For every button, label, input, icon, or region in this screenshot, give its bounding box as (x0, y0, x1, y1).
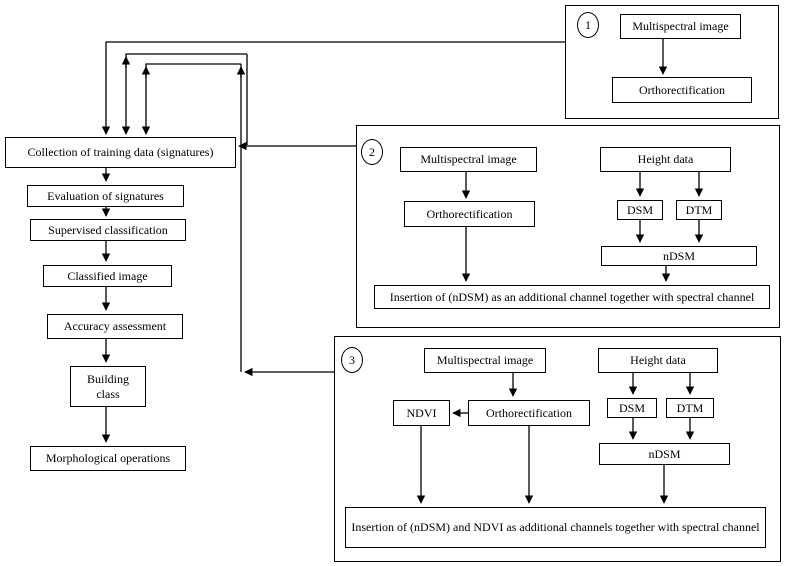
arrow-s1-to-collection (106, 42, 565, 134)
s3-insertion-box: Insertion of (nDSM) and NDVI as additional channels together with spectral channel (345, 507, 766, 548)
s3-height-data-box: Height data (598, 348, 718, 373)
arrow-s2-to-collection (126, 54, 247, 134)
s1-multispectral-image-box: Multispectral image (620, 14, 741, 39)
scenario2-number-badge: 2 (361, 139, 383, 165)
s2-height-data-box: Height data (600, 147, 731, 172)
s1-orthorectification-box: Orthorectification (612, 77, 752, 103)
arrow-s3-to-collection (146, 64, 241, 134)
s2-multispectral-image-box: Multispectral image (400, 147, 537, 172)
s2-dsm-box: DSM (617, 200, 663, 220)
s2-orthorectification-box: Orthorectification (404, 201, 535, 227)
collection-training-data-box: Collection of training data (signatures) (5, 137, 236, 168)
morphological-operations-box: Morphological operations (30, 446, 186, 471)
supervised-classification-box: Supervised classification (30, 219, 186, 241)
s2-ndsm-box: nDSM (601, 246, 757, 266)
s3-ndsm-box: nDSM (599, 443, 730, 465)
s3-orthorectification-box: Orthorectification (468, 400, 590, 426)
scenario3-number-badge: 3 (341, 347, 363, 373)
classified-image-box: Classified image (43, 265, 172, 287)
evaluation-signatures-box: Evaluation of signatures (27, 185, 184, 207)
scenario1-number-badge: 1 (577, 12, 599, 38)
accuracy-assessment-box: Accuracy assessment (47, 314, 183, 339)
s2-dtm-box: DTM (676, 200, 722, 220)
s3-ndvi-box: NDVI (393, 400, 450, 426)
s2-insertion-box: Insertion of (nDSM) as an additional channel together with spectral channel (374, 285, 770, 309)
s3-multispectral-image-box: Multispectral image (424, 348, 546, 373)
s3-dtm-box: DTM (666, 398, 714, 418)
s3-dsm-box: DSM (607, 398, 657, 418)
building-class-box: Building class (70, 366, 146, 407)
